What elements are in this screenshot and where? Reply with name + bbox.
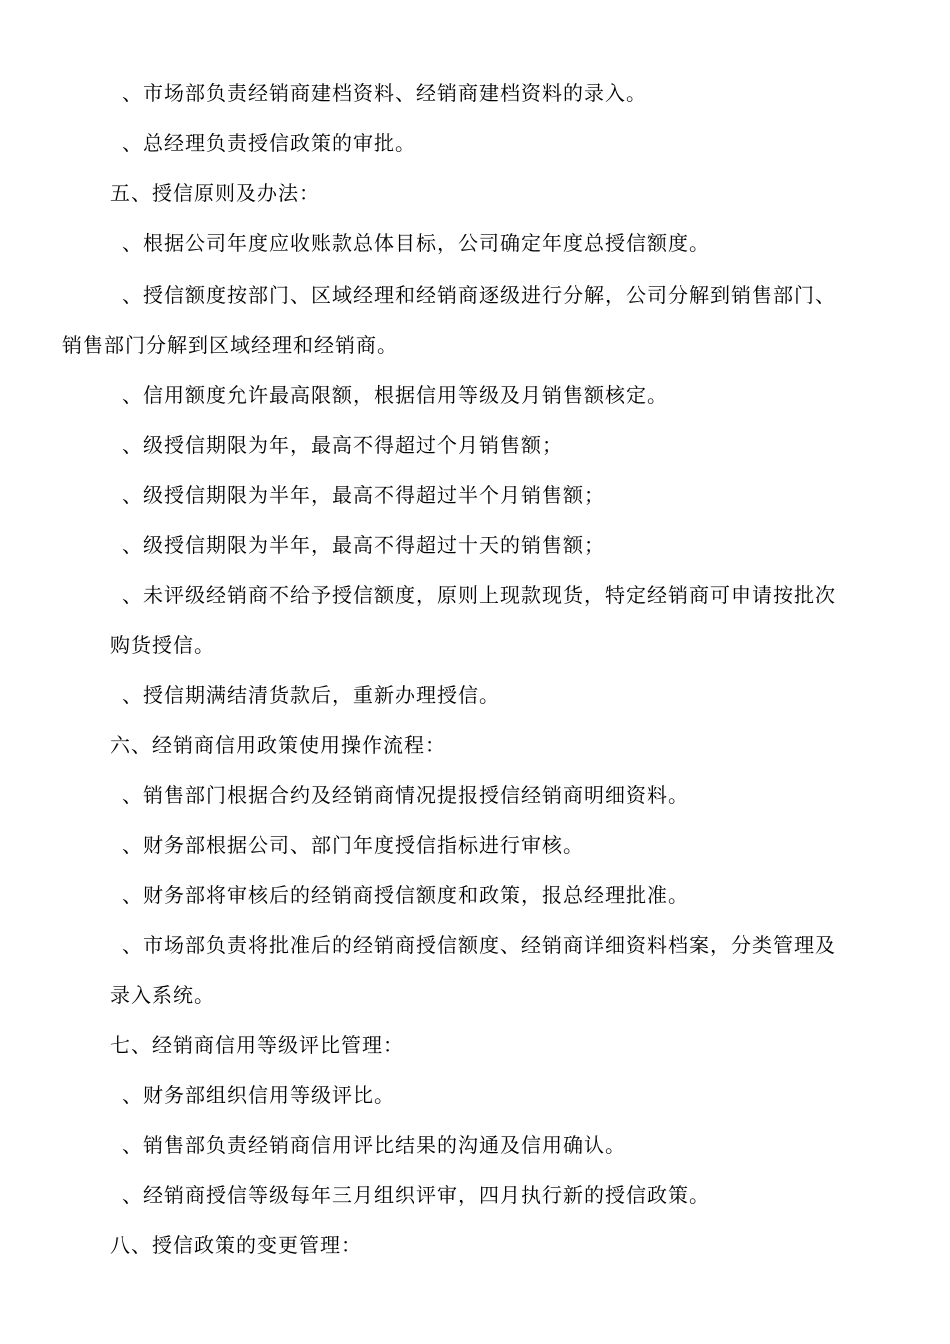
paragraph-line: 、财务部将审核后的经销商授信额度和政策，报总经理批准。 — [122, 883, 689, 907]
paragraph-line: 、根据公司年度应收账款总体目标，公司确定年度总授信额度。 — [122, 231, 710, 255]
paragraph-line: 、级授信期限为半年，最高不得超过半个月销售额； — [122, 483, 605, 507]
paragraph-line: 、级授信期限为年，最高不得超过个月销售额； — [122, 433, 563, 457]
paragraph-line: 、财务部根据公司、部门年度授信指标进行审核。 — [122, 833, 584, 857]
paragraph-line: 销售部门分解到区域经理和经销商。 — [62, 333, 398, 357]
paragraph-line: 、授信期满结清货款后，重新办理授信。 — [122, 683, 500, 707]
section-heading: 八、授信政策的变更管理： — [110, 1233, 362, 1257]
paragraph-line: 、未评级经销商不给予授信额度，原则上现款现货，特定经销商可申请按批次 — [122, 583, 836, 607]
paragraph-line: 购货授信。 — [110, 633, 215, 657]
paragraph-line: 、经销商授信等级每年三月组织评审，四月执行新的授信政策。 — [122, 1183, 710, 1207]
paragraph-line: 、市场部负责经销商建档资料、经销商建档资料的录入。 — [122, 81, 647, 105]
paragraph-line: 、财务部组织信用等级评比。 — [122, 1083, 395, 1107]
paragraph-line: 、市场部负责将批准后的经销商授信额度、经销商详细资料档案，分类管理及 — [122, 933, 836, 957]
paragraph-line: 录入系统。 — [110, 983, 215, 1007]
paragraph-line: 、销售部负责经销商信用评比结果的沟通及信用确认。 — [122, 1133, 626, 1157]
paragraph-line: 、信用额度允许最高限额，根据信用等级及月销售额核定。 — [122, 383, 668, 407]
paragraph-line: 、级授信期限为半年，最高不得超过十天的销售额； — [122, 533, 605, 557]
paragraph-line: 、销售部门根据合约及经销商情况提报授信经销商明细资料。 — [122, 783, 689, 807]
section-heading: 六、经销商信用政策使用操作流程： — [110, 733, 446, 757]
paragraph-line: 、授信额度按部门、区域经理和经销商逐级进行分解，公司分解到销售部门、 — [122, 283, 836, 307]
section-heading: 五、授信原则及办法： — [110, 181, 320, 205]
section-heading: 七、经销商信用等级评比管理： — [110, 1033, 404, 1057]
paragraph-line: 、总经理负责授信政策的审批。 — [122, 131, 416, 155]
